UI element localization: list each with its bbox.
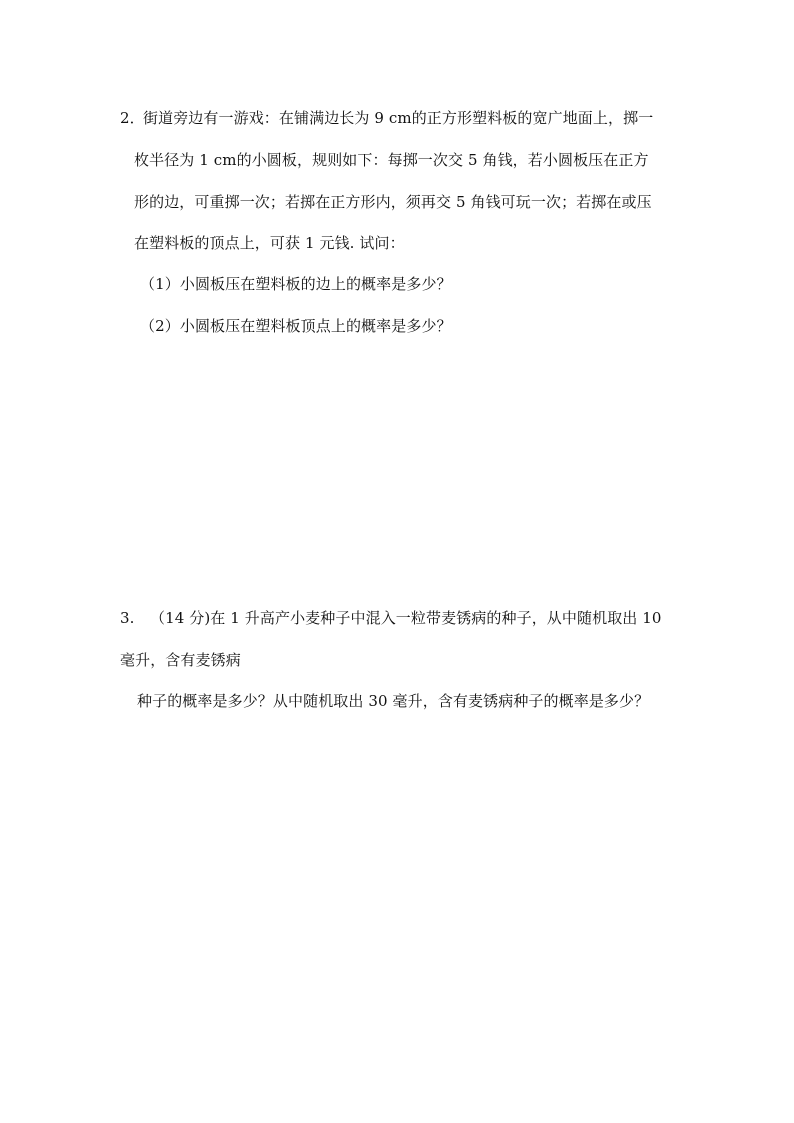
problem-3-number: 3. — [120, 609, 135, 627]
problem-3-text-line-3: 种子的概率是多少？从中随机取出 30 毫升，含有麦锈病种子的概率是多少？ — [137, 692, 650, 710]
problem-2-sub-question-1: （1）小圆板压在塑料板的边上的概率是多少？ — [140, 275, 452, 293]
problem-2-number: 2． — [120, 109, 145, 127]
problem-3-text-line-2: 毫升，含有麦锈病 — [120, 651, 241, 669]
problem-2-text-line-3: 形的边，可重掷一次；若掷在正方形内，须再交 5 角钱可玩一次；若掷在或压 — [134, 193, 652, 211]
problem-2-text-line-2: 枚半径为 1 cm的小圆板，规则如下：每掷一次交 5 角钱，若小圆板压在正方 — [134, 151, 649, 169]
problem-2-text-line-1: 街道旁边有一游戏：在铺满边长为 9 cm的正方形塑料板的宽广地面上，掷一 — [143, 109, 654, 127]
problem-3-text-line-1: （14 分)在 1 升高产小麦种子中混入一粒带麦锈病的种子，从中随机取出 10 — [150, 609, 662, 627]
problem-2-sub-question-2: （2）小圆板压在塑料板顶点上的概率是多少？ — [140, 317, 452, 335]
problem-2-text-line-4: 在塑料板的顶点上，可获 1 元钱. 试问： — [134, 234, 405, 252]
